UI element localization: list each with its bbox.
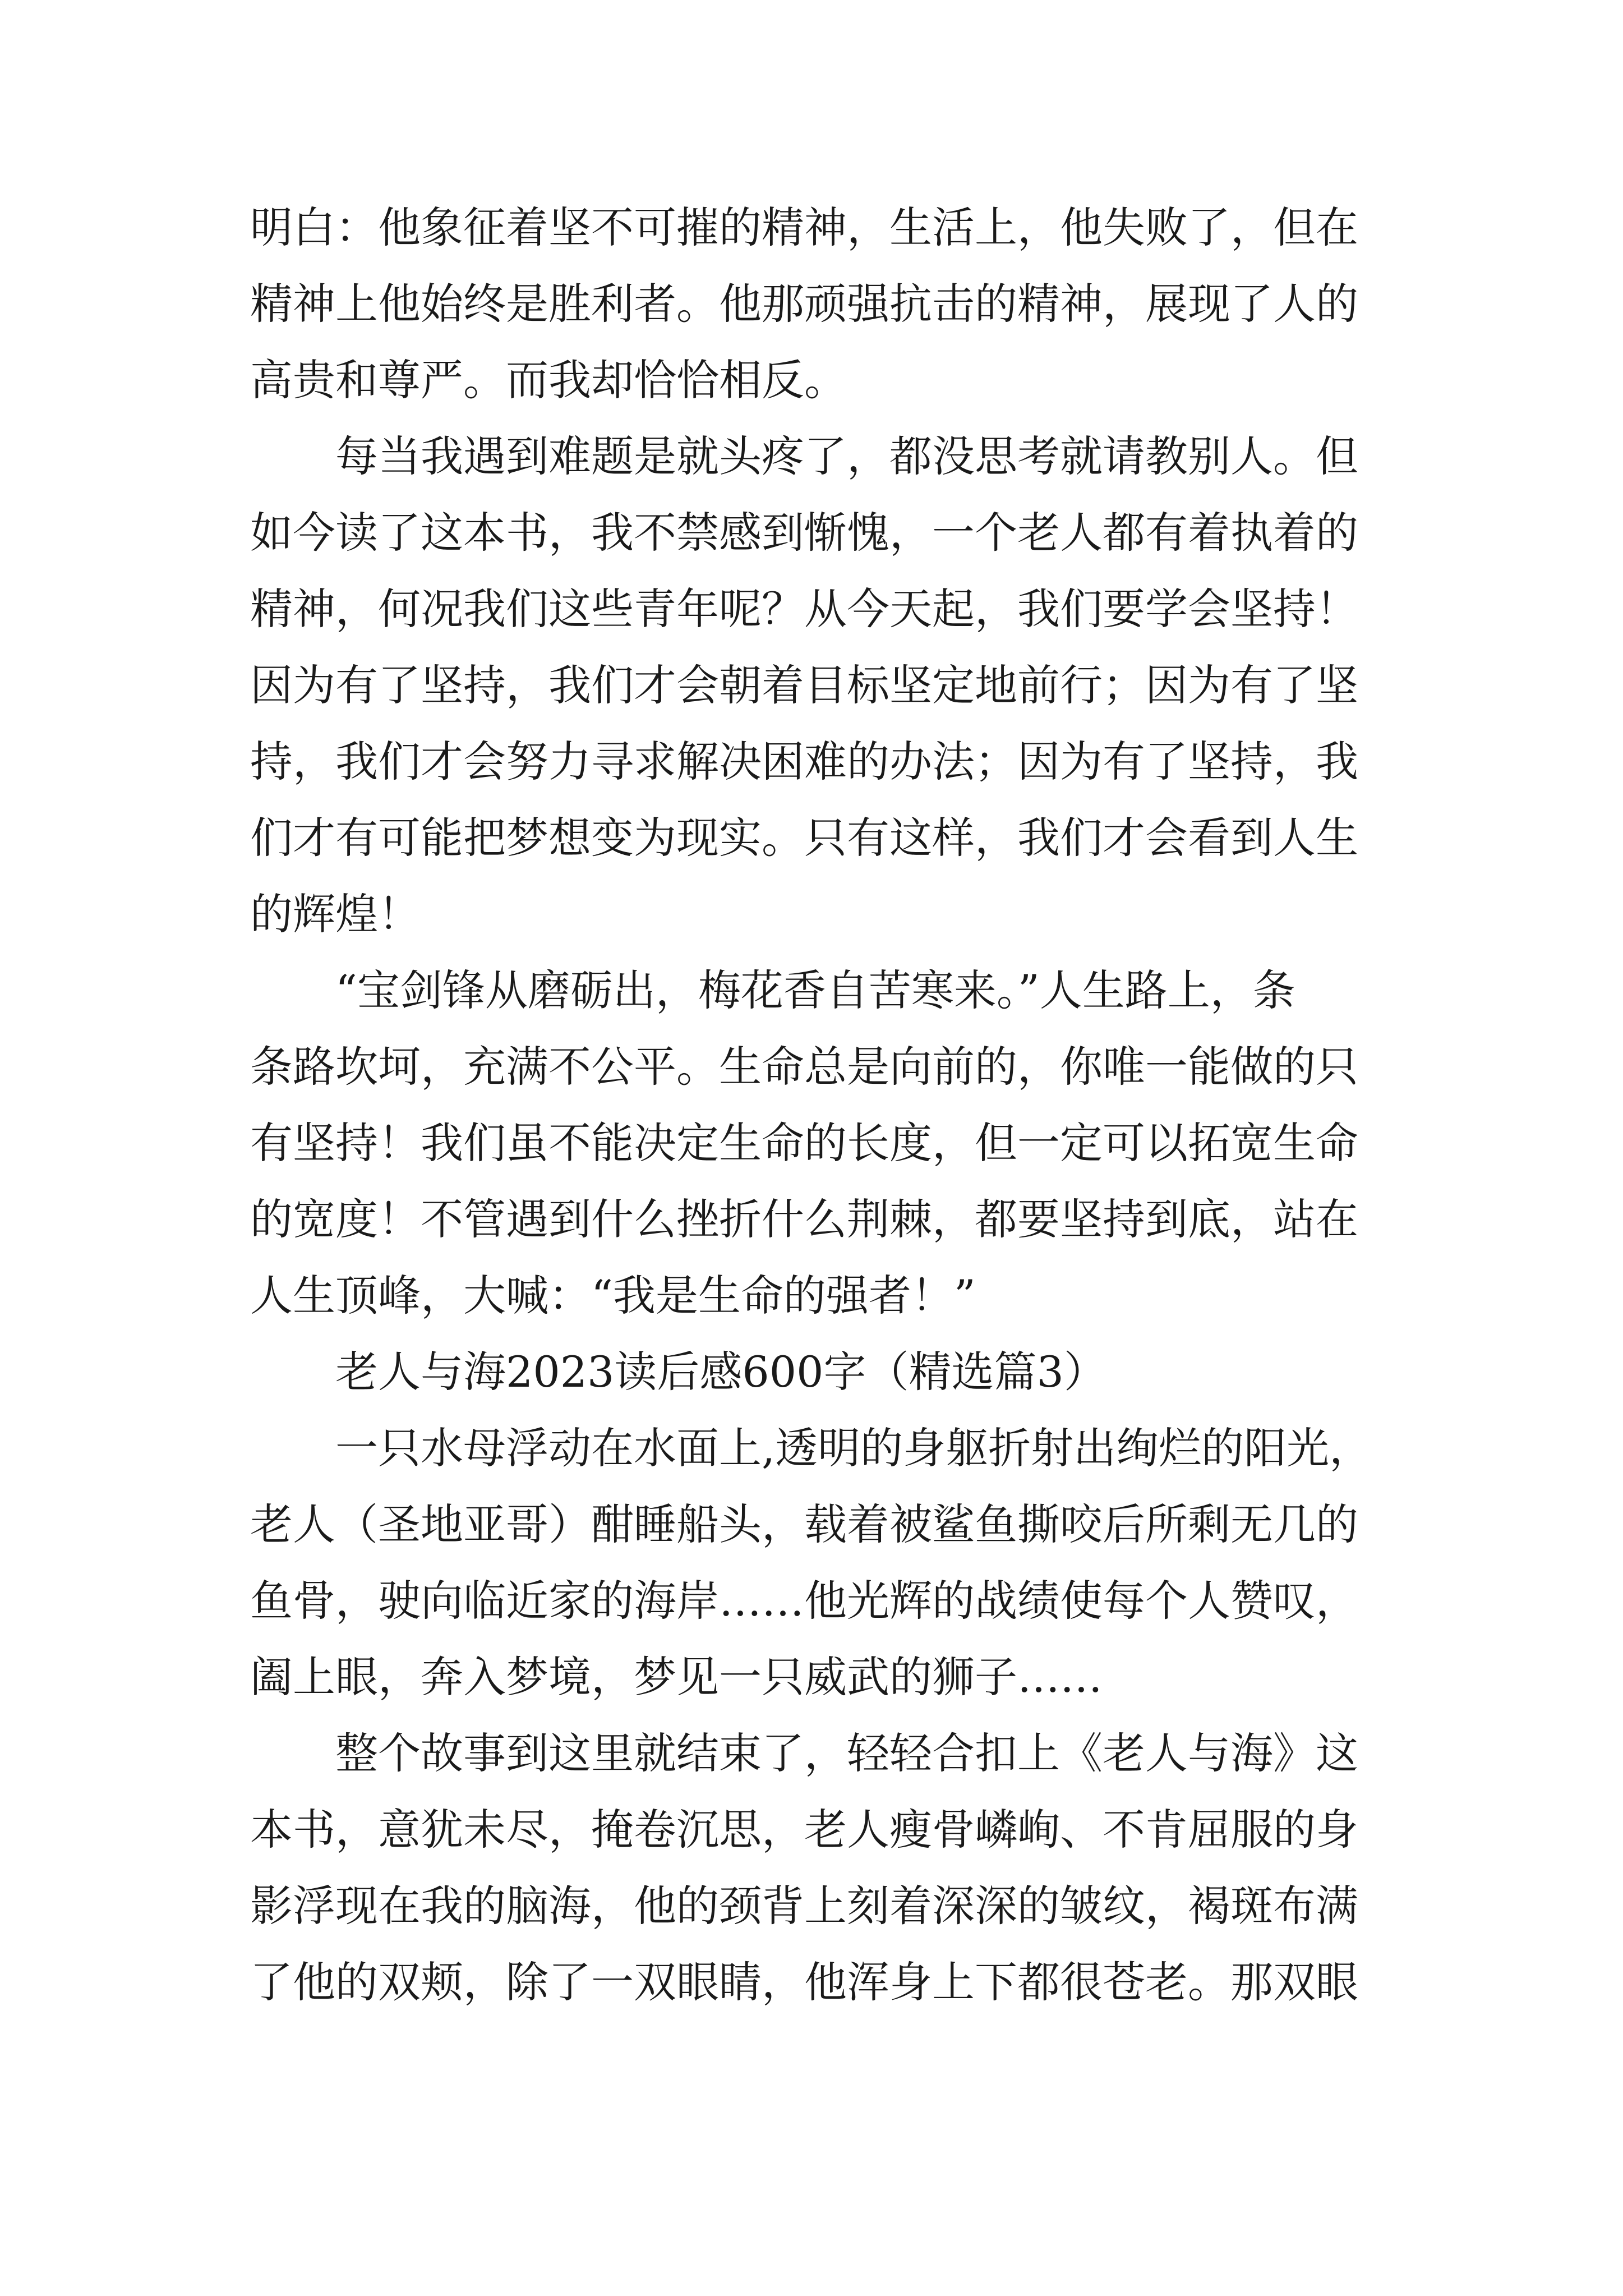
text-line: 高贵和尊严。而我却恰恰相反。 [250, 355, 847, 405]
text-line: 因为有了坚持，我们才会朝着目标坚定地前行；因为有了坚 [250, 660, 1358, 710]
text-line: 的辉煌！ [250, 889, 421, 939]
text-line: 鱼骨，驶向临近家的海岸……他光辉的战绩使每个人赞叹， [250, 1576, 1358, 1626]
text-line: 持，我们才会努力寻求解决困难的办法；因为有了坚持，我 [250, 737, 1358, 786]
text-line: 本书，意犹未尽，掩卷沉思，老人瘦骨嶙峋、不肯屈服的身 [250, 1805, 1358, 1855]
text-line: 如今读了这本书，我不禁感到惭愧，一个老人都有着执着的 [250, 508, 1358, 558]
text-line: 人生顶峰，大喊：“我是生命的强者！” [250, 1271, 976, 1320]
body-text [250, 190, 1383, 2021]
section-heading: 老人与海2023读后感600字（精选篇3） [335, 1347, 1106, 1397]
text-line: 明白：他象征着坚不可摧的精神，生活上，他失败了，但在 [250, 203, 1358, 252]
text-line: 有坚持！我们虽不能决定生命的长度，但一定可以拓宽生命 [250, 1118, 1358, 1168]
paragraph-start-line: “宝剑锋从磨砺出，梅花香自苦寒来。”人生路上，条 [335, 965, 1295, 1015]
text-line: 精神，何况我们这些青年呢？从今天起，我们要学会坚持！ [250, 584, 1358, 634]
text-line: 的宽度！不管遇到什么挫折什么荆棘，都要坚持到底，站在 [250, 1194, 1358, 1244]
text-line: 了他的双颊，除了一双眼睛，他浑身上下都很苍老。那双眼 [250, 1957, 1358, 2007]
text-line: 们才有可能把梦想变为现实。只有这样，我们才会看到人生 [250, 813, 1358, 863]
paragraph-start-line: 整个故事到这里就结束了，轻轻合扣上《老人与海》这 [335, 1728, 1358, 1778]
paragraph-start-line: 一只水母浮动在水面上,透明的身躯折射出绚烂的阳光， [335, 1423, 1372, 1473]
text-line: 条路坎坷，充满不公平。生命总是向前的，你唯一能做的只 [250, 1042, 1358, 1092]
text-line: 阖上眼，奔入梦境，梦见一只威武的狮子…… [250, 1652, 1103, 1702]
paragraph-start-line: 每当我遇到难题是就头疼了，都没思考就请教别人。但 [335, 431, 1358, 481]
text-line: 影浮现在我的脑海，他的颈背上刻着深深的皱纹，褐斑布满 [250, 1881, 1358, 1931]
text-line: 老人（圣地亚哥）酣睡船头，载着被鲨鱼撕咬后所剩无几的 [250, 1499, 1358, 1549]
text-line: 精神上他始终是胜利者。他那顽强抗击的精神，展现了人的 [250, 279, 1358, 329]
